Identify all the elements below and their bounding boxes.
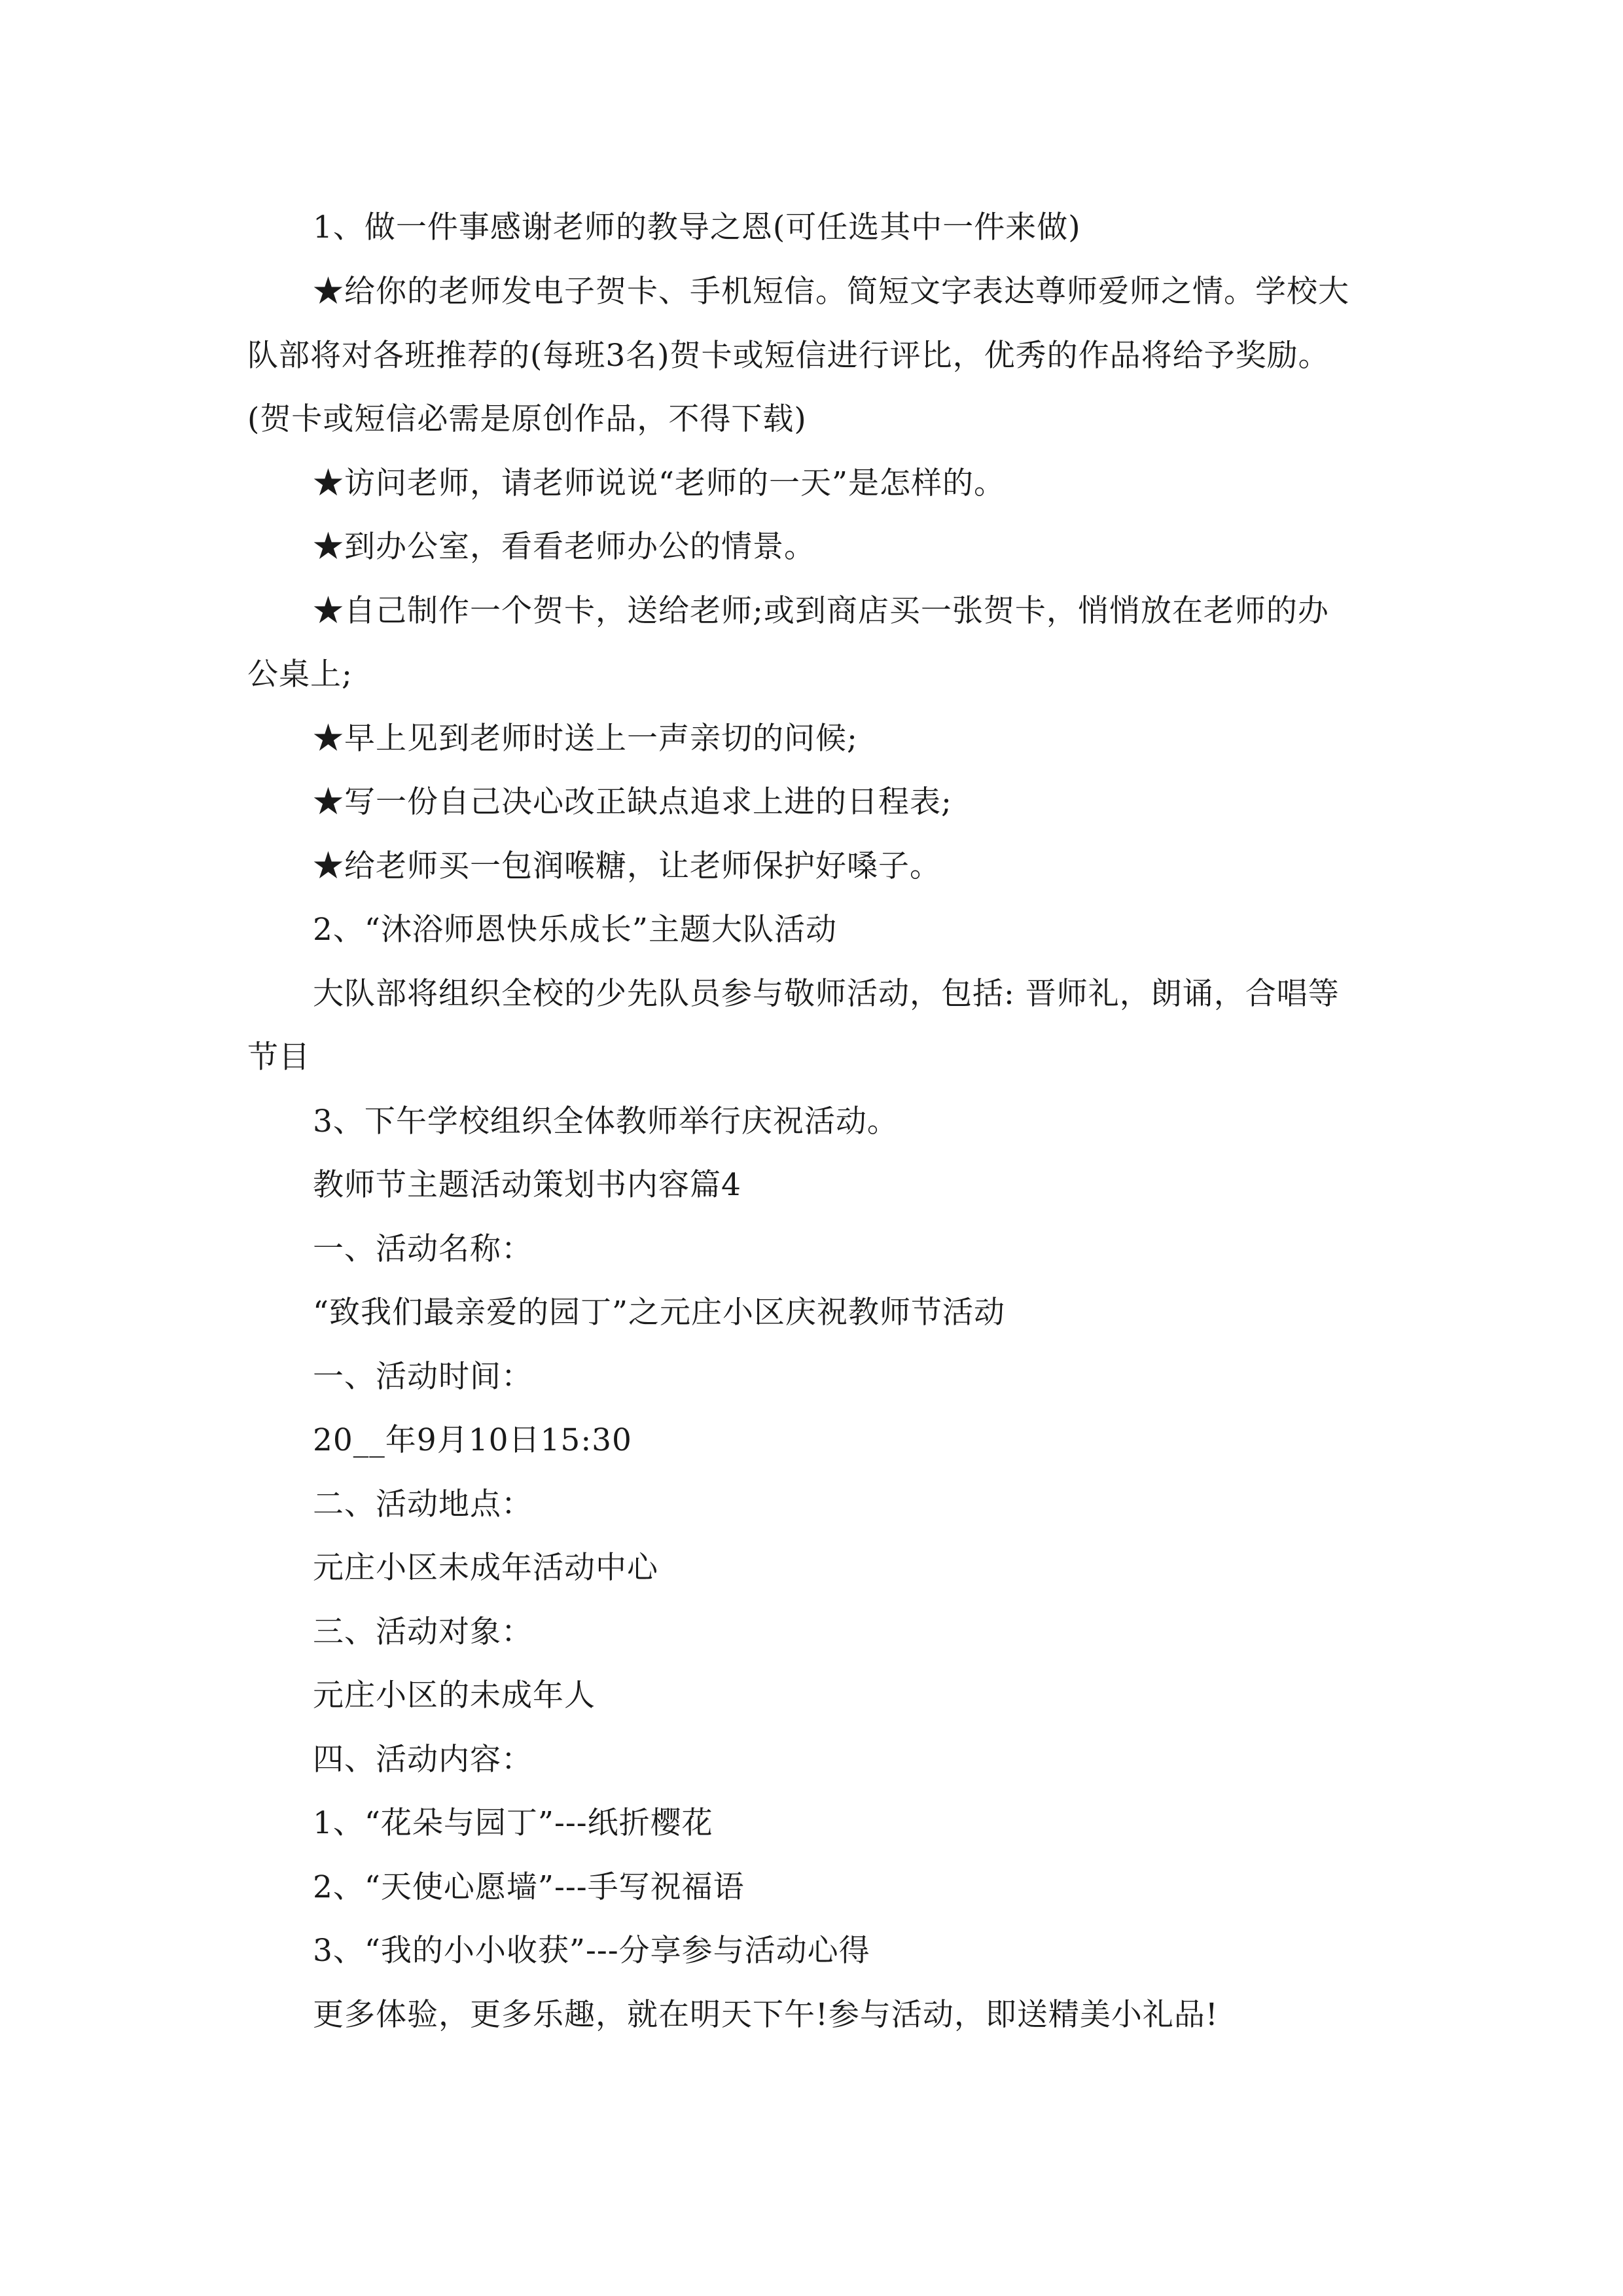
- section-heading: 2、“沐浴师恩快乐成长”主题大队活动: [313, 912, 837, 948]
- section-heading: 3、下午学校组织全体教师举行庆祝活动。: [313, 1103, 899, 1139]
- text-line: 大队部将组织全校的少先队员参与敬师活动，包括: 晋师礼，朗诵，合唱等: [313, 976, 1340, 1012]
- text-line: 公桌上;: [247, 656, 353, 692]
- text-line: 更多体验，更多乐趣，就在明天下午!参与活动，即送精美小礼品!: [313, 1997, 1219, 2033]
- text-line: 1、做一件事感谢老师的教导之恩(可任选其中一件来做): [313, 209, 1081, 245]
- text-line: ★写一份自己决心改正缺点追求上进的日程表;: [313, 784, 952, 820]
- text-line: ★访问老师，请老师说说“老师的一天”是怎样的。: [313, 465, 1006, 501]
- text-line: ★到办公室，看看老师办公的情景。: [313, 529, 815, 565]
- section-heading: 二、活动地点：: [313, 1486, 533, 1522]
- text-line: 节目: [247, 1039, 310, 1075]
- list-item: 2、“天使心愿墙”---手写祝福语: [313, 1869, 745, 1905]
- text-line: ★自己制作一个贺卡，送给老师;或到商店买一张贺卡，悄悄放在老师的办: [313, 593, 1329, 629]
- text-line: 元庄小区未成年活动中心: [313, 1550, 658, 1586]
- text-line: 元庄小区的未成年人: [313, 1677, 596, 1713]
- text-line: ★给你的老师发电子贺卡、手机短信。简短文字表达尊师爱师之情。学校大: [313, 274, 1349, 310]
- section-heading: 一、活动名称：: [313, 1231, 533, 1267]
- text-line: (贺卡或短信必需是原创作品，不得下载): [247, 401, 807, 437]
- section-heading: 三、活动对象：: [313, 1614, 533, 1650]
- list-item: 3、“我的小小收获”---分享参与活动心得: [313, 1933, 870, 1969]
- text-line: ★早上见到老师时送上一声亲切的问候;: [313, 721, 858, 757]
- text-line: 20__年9月10日15:30: [313, 1422, 632, 1458]
- text-line: 队部将对各班推荐的(每班3名)贺卡或短信进行评比，优秀的作品将给予奖励。: [247, 338, 1330, 374]
- text-line: ★给老师买一包润喉糖，让老师保护好嗓子。: [313, 848, 941, 884]
- article-title: 教师节主题活动策划书内容篇4: [313, 1167, 741, 1203]
- section-heading: 一、活动时间：: [313, 1359, 533, 1395]
- text-line: “致我们最亲爱的园丁”之元庄小区庆祝教师节活动: [313, 1295, 1006, 1331]
- list-item: 1、“花朵与园丁”---纸折樱花: [313, 1805, 713, 1841]
- section-heading: 四、活动内容：: [313, 1742, 533, 1778]
